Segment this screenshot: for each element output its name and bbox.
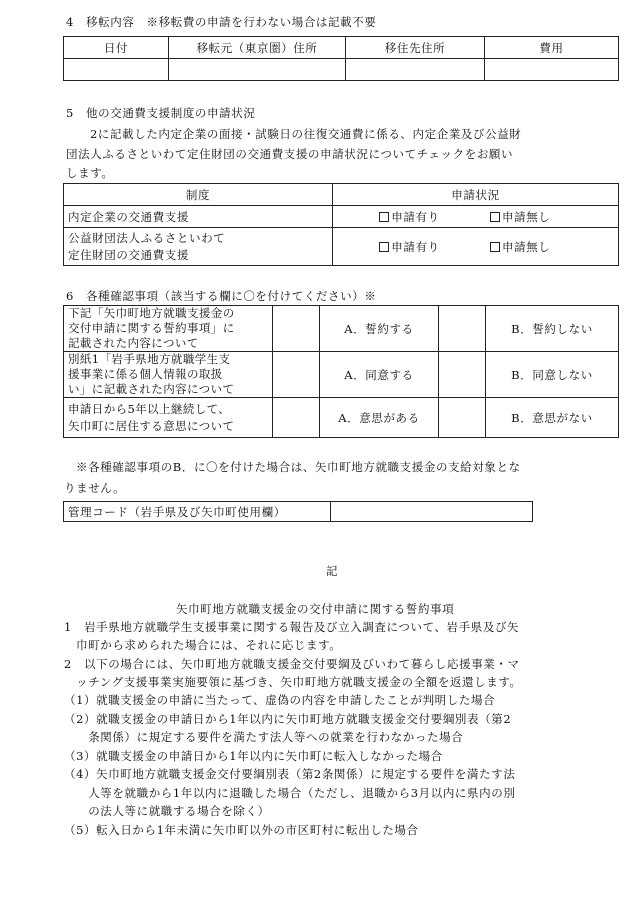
pledge-line: （1）就職支援金の申請に当たって、虚偽の内容を申請したことが判明した場合 — [64, 693, 496, 707]
circle-mark-cell-a[interactable] — [273, 352, 320, 398]
pledge-line: 条関係）に規定する要件を満たす法人等への就業を行わなかった場合 — [64, 730, 464, 744]
option-a: A．同意する — [320, 352, 439, 398]
management-code-label: 管理コード（岩手県及び矢巾町使用欄） — [64, 502, 331, 522]
col-origin-address: 移転元（東京圏）住所 — [169, 37, 346, 59]
note-line: ※各種確認事項のB．に〇を付けた場合は、矢巾町地方就職支援金の支給対象とな — [76, 460, 521, 474]
pledge-line: ッチング支援事業実施要領に基づき、矢巾町地方就職支援金の全額を返還します。 — [64, 675, 522, 689]
pledge-line: 巾町から求められた場合には、それに応じます。 — [64, 638, 342, 652]
management-code-table — [63, 501, 533, 522]
circle-mark-cell-a[interactable] — [273, 398, 320, 438]
confirmation-item: 別紙1「岩手県地方就職学生支 援事業に係る個人情報の取扱 い」に記載された内容について — [64, 352, 273, 398]
checkbox-icon[interactable] — [490, 242, 500, 252]
pledge-line: （5）転入日から1年未満に矢巾町以外の市区町村に転出した場合 — [64, 823, 419, 837]
col-system: 制度 — [64, 184, 333, 206]
s5-para-line: します。 — [66, 166, 114, 180]
col-date: 日付 — [64, 37, 169, 59]
section-4-heading: 4 移転内容 ※移転費の申請を行わない場合は記載不要 — [66, 15, 377, 29]
checkbox-icon[interactable] — [379, 242, 389, 252]
option-a: A．誓約する — [320, 306, 439, 352]
confirmation-table — [63, 305, 619, 438]
note-line: りません。 — [64, 481, 126, 495]
confirmation-item: 申請日から5年以上継続して、 矢巾町に居住する意思について — [64, 398, 273, 438]
s5-para-line: 団法人ふるさといわて定住財団の交通費支援の申請状況についてチェックをお願い — [66, 147, 514, 161]
status-yes-option[interactable]: 申請有り — [333, 228, 487, 266]
checkbox-icon[interactable] — [379, 212, 389, 222]
system-name: 内定企業の交通費支援 — [64, 206, 333, 228]
section-6-heading: 6 各種確認事項（該当する欄に〇を付けてください）※ — [66, 289, 377, 303]
management-code-field[interactable] — [331, 502, 533, 522]
cell-origin-address[interactable] — [169, 59, 346, 81]
circle-mark-cell-b[interactable] — [439, 352, 486, 398]
cell-date[interactable] — [64, 59, 169, 81]
pledge-line: （2）就職支援金の申請日から1年以内に矢巾町地方就職支援金交付要綱別表（第2 — [64, 712, 512, 726]
status-yes-option[interactable]: 申請有り — [333, 206, 487, 228]
option-a: A．意思がある — [320, 398, 439, 438]
pledge-line: 1 岩手県地方就職学生支援事業に関する報告及び立入調査について、岩手県及び矢 — [64, 620, 520, 634]
option-b: B．誓約しない — [486, 306, 619, 352]
col-destination-address: 移住先住所 — [346, 37, 485, 59]
checkbox-icon[interactable] — [490, 212, 500, 222]
col-status: 申請状況 — [333, 184, 619, 206]
system-name: 公益財団法人ふるさといわて 定住財団の交通費支援 — [64, 228, 333, 266]
pledge-line: の法人等に就職する場合を除く） — [64, 804, 270, 818]
pledge-line: （4）矢巾町地方就職支援金交付要綱別表（第2条関係）に規定する要件を満たす法 — [64, 767, 516, 781]
status-no-option[interactable]: 申請無し — [486, 228, 619, 266]
col-cost: 費用 — [485, 37, 619, 59]
status-no-option[interactable]: 申請無し — [486, 206, 619, 228]
section-5-heading: 5 他の交通費支援制度の申請状況 — [66, 106, 256, 120]
confirmation-item: 下記「矢巾町地方就職支援金の 交付申請に関する誓約事項」に 記載された内容について — [64, 306, 273, 352]
pledge-line: 2 以下の場合には、矢巾町地方就職支援金交付要綱及びいわて暮らし応援事業・マ — [64, 657, 520, 671]
circle-mark-cell-b[interactable] — [439, 306, 486, 352]
option-b: B．意思がない — [486, 398, 619, 438]
option-b: B．同意しない — [486, 352, 619, 398]
circle-mark-cell-b[interactable] — [439, 398, 486, 438]
ki-mark: 記 — [326, 564, 339, 578]
pledge-line: （3）就職支援金の申請日から1年以内に矢巾町に転入しなかった場合 — [64, 749, 443, 763]
cell-cost[interactable] — [485, 59, 619, 81]
s5-para-line: 2に記載した内定企業の面接・試験日の往復交通費に係る、内定企業及び公益財 — [90, 127, 522, 141]
pledge-line: 人等を就職から1年以内に退職した場合（ただし、退職から3月以内に県内の別 — [64, 786, 516, 800]
transfer-table — [63, 36, 619, 81]
cell-destination-address[interactable] — [346, 59, 485, 81]
transport-support-table — [63, 183, 619, 266]
circle-mark-cell-a[interactable] — [273, 306, 320, 352]
pledge-title: 矢巾町地方就職支援金の交付申請に関する誓約事項 — [176, 602, 455, 616]
